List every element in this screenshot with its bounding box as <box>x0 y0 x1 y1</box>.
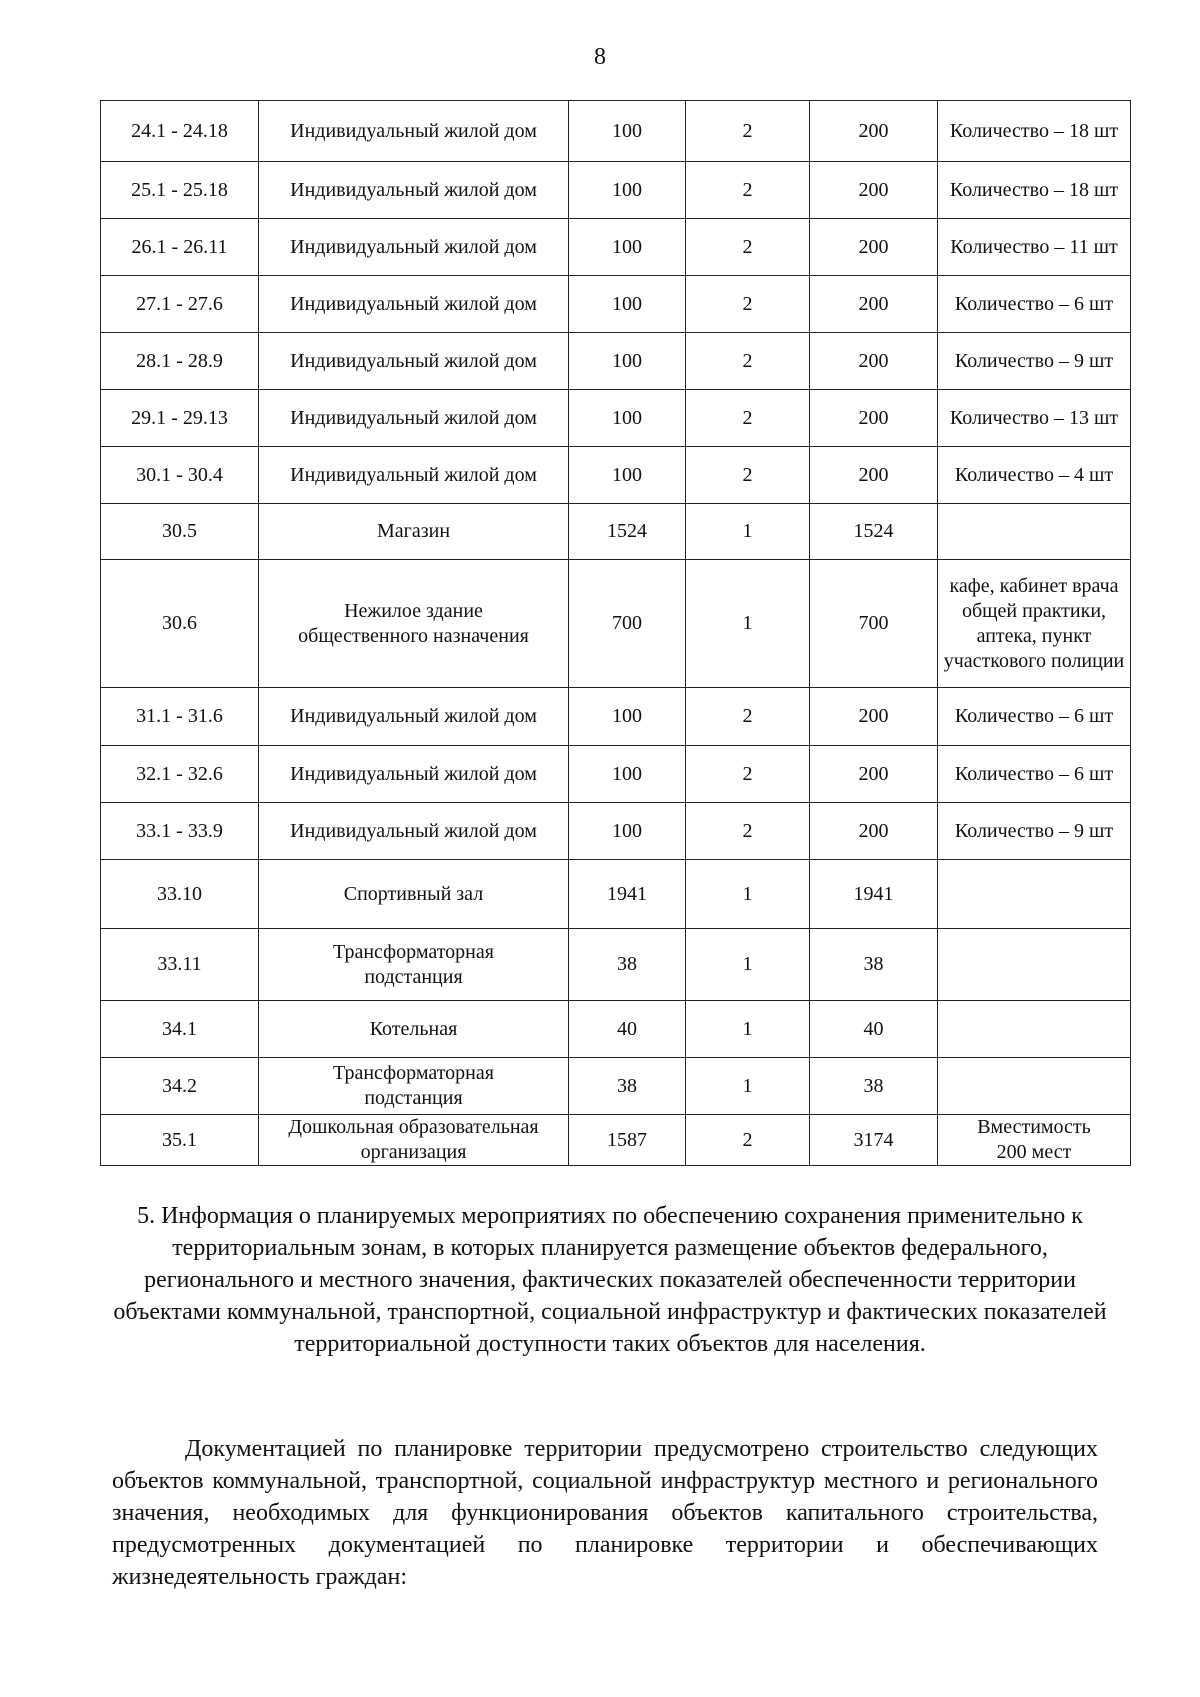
cell-area: 100 <box>569 162 686 219</box>
cell-floors: 1 <box>686 504 810 560</box>
cell-name: Индивидуальный жилой дом <box>259 746 569 803</box>
cell-id: 32.1 - 32.6 <box>101 746 259 803</box>
cell-id: 34.1 <box>101 1001 259 1058</box>
table-row <box>101 219 1131 276</box>
cell-area: 100 <box>569 746 686 803</box>
cell-area: 100 <box>569 276 686 333</box>
cell-id: 33.1 - 33.9 <box>101 803 259 860</box>
page-number: 8 <box>594 44 606 70</box>
cell-area: 100 <box>569 447 686 504</box>
cell-id: 29.1 - 29.13 <box>101 390 259 447</box>
table-row <box>101 860 1131 929</box>
table-row <box>101 560 1131 688</box>
cell-floors: 2 <box>686 162 810 219</box>
cell-id: 24.1 - 24.18 <box>101 101 259 162</box>
table-row <box>101 390 1131 447</box>
cell-area: 100 <box>569 390 686 447</box>
cell-total: 200 <box>810 333 938 390</box>
cell-id: 26.1 - 26.11 <box>101 219 259 276</box>
cell-floors: 1 <box>686 929 810 1001</box>
cell-floors: 1 <box>686 1058 810 1115</box>
table-row <box>101 803 1131 860</box>
cell-id: 33.10 <box>101 860 259 929</box>
cell-total: 3174 <box>810 1115 938 1166</box>
cell-floors: 2 <box>686 1115 810 1166</box>
cell-area: 1587 <box>569 1115 686 1166</box>
cell-floors: 1 <box>686 860 810 929</box>
cell-note: Количество – 6 шт <box>938 746 1131 803</box>
cell-name: Трансформаторная подстанция <box>259 1058 569 1115</box>
cell-total: 38 <box>810 929 938 1001</box>
cell-note: Количество – 6 шт <box>938 688 1131 746</box>
section-heading: 5. Информация о планируемых мероприятиях по обеспечению сохранения применительно к территориальным зонам, в которых планируется размещение объектов федерального, регионального и местного значения, фактических показателей обеспеченности территории объектами коммунальной, транспортной, социальной инфраструктур и фактических показателей территориальной доступности таких объектов для населения. <box>113 1203 1107 1357</box>
cell-name: Индивидуальный жилой дом <box>259 101 569 162</box>
cell-note: Количество – 6 шт <box>938 276 1131 333</box>
cell-note: Количество – 18 шт <box>938 162 1131 219</box>
cell-floors: 2 <box>686 333 810 390</box>
cell-note: Количество – 18 шт <box>938 101 1131 162</box>
table-row <box>101 929 1131 1001</box>
table-row <box>101 276 1131 333</box>
cell-name: Индивидуальный жилой дом <box>259 162 569 219</box>
cell-total: 200 <box>810 803 938 860</box>
cell-id: 33.11 <box>101 929 259 1001</box>
cell-total: 40 <box>810 1001 938 1058</box>
cell-total: 38 <box>810 1058 938 1115</box>
cell-name: Котельная <box>259 1001 569 1058</box>
table-row <box>101 333 1131 390</box>
body-paragraph: Документацией по планировке территории предусмотрено строительство следующих объектов коммунальной, транспортной, социальной инфраструктур местного и регионального значения, необходимых для функционирования объектов капитального строительства, предусмотренных документацией по планировке территории и обеспечивающих жизнедеятельность граждан: <box>112 1436 1098 1590</box>
cell-area: 100 <box>569 333 686 390</box>
cell-area: 700 <box>569 560 686 688</box>
cell-name: Индивидуальный жилой дом <box>259 688 569 746</box>
cell-total: 1941 <box>810 860 938 929</box>
cell-note <box>938 860 1131 929</box>
cell-floors: 2 <box>686 447 810 504</box>
cell-name: Индивидуальный жилой дом <box>259 333 569 390</box>
cell-id: 35.1 <box>101 1115 259 1166</box>
cell-area: 100 <box>569 803 686 860</box>
cell-name: Нежилое здание общественного назначения <box>259 560 569 688</box>
cell-name: Индивидуальный жилой дом <box>259 219 569 276</box>
cell-id: 31.1 - 31.6 <box>101 688 259 746</box>
cell-area: 100 <box>569 688 686 746</box>
cell-area: 40 <box>569 1001 686 1058</box>
cell-area: 100 <box>569 101 686 162</box>
table-row <box>101 1115 1131 1166</box>
cell-total: 200 <box>810 101 938 162</box>
cell-floors: 2 <box>686 746 810 803</box>
cell-note <box>938 929 1131 1001</box>
cell-floors: 2 <box>686 276 810 333</box>
cell-name: Дошкольная образовательная организация <box>259 1115 569 1166</box>
table-row <box>101 447 1131 504</box>
cell-total: 200 <box>810 390 938 447</box>
cell-total: 200 <box>810 162 938 219</box>
cell-area: 38 <box>569 929 686 1001</box>
cell-floors: 1 <box>686 1001 810 1058</box>
cell-area: 1941 <box>569 860 686 929</box>
cell-floors: 1 <box>686 560 810 688</box>
cell-total: 700 <box>810 560 938 688</box>
cell-note: кафе, кабинет врача общей практики, аптека, пункт участкового полиции <box>938 560 1131 688</box>
cell-note <box>938 1058 1131 1115</box>
cell-name: Индивидуальный жилой дом <box>259 276 569 333</box>
cell-floors: 2 <box>686 688 810 746</box>
cell-note: Количество – 4 шт <box>938 447 1131 504</box>
cell-total: 200 <box>810 688 938 746</box>
cell-note: Количество – 13 шт <box>938 390 1131 447</box>
cell-floors: 2 <box>686 390 810 447</box>
cell-note: Вместимость 200 мест <box>938 1115 1131 1166</box>
cell-note: Количество – 11 шт <box>938 219 1131 276</box>
cell-id: 34.2 <box>101 1058 259 1115</box>
cell-total: 1524 <box>810 504 938 560</box>
cell-note <box>938 504 1131 560</box>
cell-name: Трансформаторная подстанция <box>259 929 569 1001</box>
cell-total: 200 <box>810 746 938 803</box>
cell-name: Спортивный зал <box>259 860 569 929</box>
cell-id: 30.5 <box>101 504 259 560</box>
cell-id: 30.6 <box>101 560 259 688</box>
cell-note: Количество – 9 шт <box>938 803 1131 860</box>
objects-table <box>100 100 1131 1166</box>
cell-floors: 2 <box>686 219 810 276</box>
table-row <box>101 746 1131 803</box>
table-row <box>101 1058 1131 1115</box>
table-row <box>101 1001 1131 1058</box>
cell-name: Индивидуальный жилой дом <box>259 447 569 504</box>
cell-area: 100 <box>569 219 686 276</box>
cell-floors: 2 <box>686 803 810 860</box>
table-row <box>101 101 1131 162</box>
cell-name: Индивидуальный жилой дом <box>259 390 569 447</box>
cell-id: 27.1 - 27.6 <box>101 276 259 333</box>
cell-total: 200 <box>810 447 938 504</box>
table-row <box>101 688 1131 746</box>
cell-total: 200 <box>810 219 938 276</box>
cell-name: Магазин <box>259 504 569 560</box>
cell-area: 38 <box>569 1058 686 1115</box>
cell-id: 30.1 - 30.4 <box>101 447 259 504</box>
cell-id: 28.1 - 28.9 <box>101 333 259 390</box>
cell-note <box>938 1001 1131 1058</box>
cell-id: 25.1 - 25.18 <box>101 162 259 219</box>
cell-area: 1524 <box>569 504 686 560</box>
cell-name: Индивидуальный жилой дом <box>259 803 569 860</box>
cell-note: Количество – 9 шт <box>938 333 1131 390</box>
table-row <box>101 504 1131 560</box>
table-row <box>101 162 1131 219</box>
cell-total: 200 <box>810 276 938 333</box>
cell-floors: 2 <box>686 101 810 162</box>
